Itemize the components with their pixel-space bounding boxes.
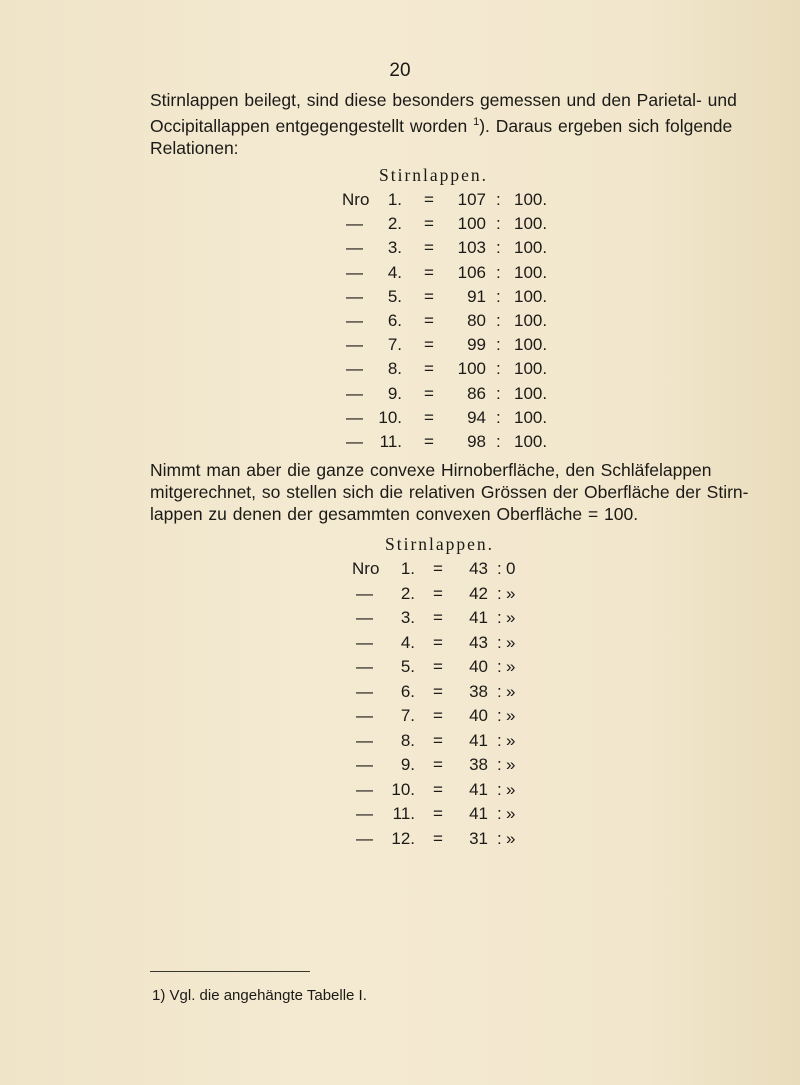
table2-cell-ref: »	[506, 608, 516, 627]
table1-cell-ref: 100.	[514, 383, 548, 403]
table2-cell-val: 41	[469, 779, 488, 799]
table-1-heading: Stirnlappen.	[379, 165, 489, 185]
table2-cell-val: 43	[469, 632, 488, 652]
table2-cell-ref: »	[506, 583, 516, 603]
table2-cell-sep: :	[497, 559, 502, 578]
table1-cell-prefix: Nro	[342, 190, 370, 209]
table2-cell-eq: =	[433, 730, 443, 750]
paragraph-1-line-2-tail: ). Daraus ergeben sich folgende	[479, 116, 733, 136]
paragraph-2	[150, 459, 749, 525]
table1-cell-ref: 100.	[514, 214, 548, 234]
table1-cell-prefix: —	[346, 286, 363, 306]
table1-cell-sep: :	[496, 407, 501, 427]
table1-cell-eq: =	[424, 238, 434, 258]
table2-cell-ref: »	[506, 804, 516, 823]
footnote	[152, 987, 367, 1004]
table1-row	[0, 359, 800, 383]
table2-cell-val: 43	[469, 559, 488, 578]
table2-cell-prefix: —	[356, 755, 373, 774]
page-number: 20	[389, 60, 411, 81]
table1-cell-num: 8.	[387, 359, 402, 379]
table1-cell-prefix: —	[346, 407, 363, 427]
table1-cell-eq: =	[424, 335, 434, 355]
table1-row	[0, 408, 800, 432]
table2-cell-num: 3.	[400, 608, 415, 627]
table2-cell-ref: »	[506, 681, 516, 701]
table1-cell-prefix: —	[346, 383, 363, 403]
table1-cell-val: 100	[457, 214, 486, 234]
table2-row	[0, 584, 800, 608]
table2-cell-val: 41	[469, 730, 488, 750]
table1-cell-num: 7.	[387, 335, 402, 355]
table2-row	[0, 780, 800, 804]
table1-row	[0, 263, 800, 287]
footnote-text: Vgl. die angehängte Tabelle I.	[169, 987, 367, 1004]
table1-row	[0, 335, 800, 359]
table1-cell-val: 98	[467, 432, 486, 451]
table1-cell-num: 2.	[387, 214, 402, 234]
table2-cell-num: 2.	[400, 583, 415, 603]
table2-cell-val: 42	[469, 583, 488, 603]
table2-cell-eq: =	[433, 779, 443, 799]
table1-row	[0, 311, 800, 335]
table2-cell-val: 31	[469, 828, 488, 848]
table1-cell-eq: =	[424, 407, 434, 427]
table1-cell-ref: 100.	[514, 190, 548, 209]
table1-cell-sep: :	[496, 262, 501, 282]
table1-cell-val: 106	[457, 262, 486, 282]
table1-cell-val: 99	[467, 335, 486, 355]
table1-cell-eq: =	[424, 286, 434, 306]
table2-cell-num: 8.	[400, 730, 415, 750]
table2-row	[0, 559, 800, 583]
table2-cell-prefix: —	[356, 632, 373, 652]
table2-cell-val: 41	[469, 608, 488, 627]
table1-cell-sep: :	[496, 238, 501, 258]
table1-cell-num: 9.	[387, 383, 402, 403]
table2-cell-eq: =	[433, 804, 443, 823]
table2-cell-sep: :	[497, 632, 502, 652]
table1-cell-num: 1.	[387, 190, 402, 209]
paragraph-1-line-3: Relationen:	[150, 138, 239, 158]
table2-row	[0, 682, 800, 706]
table2-cell-eq: =	[433, 706, 443, 725]
table1-cell-ref: 100.	[514, 359, 548, 379]
paragraph-2-line-1: Nimmt man aber die ganze convexe Hirnoberfläche, den Schläfelappen	[150, 460, 712, 480]
table2-cell-prefix: Nro	[352, 559, 380, 578]
paragraph-1-line-2	[150, 111, 733, 137]
table2-cell-eq: =	[433, 559, 443, 578]
table2-cell-num: 11.	[392, 804, 415, 823]
table1-cell-sep: :	[496, 335, 501, 355]
paragraph-1-line-2-text: Occipitallappen entgegengestellt worden	[150, 116, 468, 136]
table2-row	[0, 804, 800, 828]
table2-cell-prefix: —	[356, 828, 373, 848]
table2-cell-eq: =	[433, 681, 443, 701]
table2-row	[0, 731, 800, 755]
table1-cell-sep: :	[496, 214, 501, 234]
table1-cell-ref: 100.	[514, 286, 548, 306]
table2-cell-eq: =	[433, 632, 443, 652]
table2-cell-sep: :	[497, 657, 502, 676]
table1-cell-ref: 100.	[514, 407, 548, 427]
table2-cell-sep: :	[497, 583, 502, 603]
table2-cell-num: 1.	[400, 559, 415, 578]
table2-cell-prefix: —	[356, 657, 373, 676]
table2-row	[0, 633, 800, 657]
table2-cell-ref: »	[506, 657, 516, 676]
table1-cell-num: 6.	[387, 311, 402, 330]
table2-row	[0, 755, 800, 779]
table1-cell-eq: =	[424, 311, 434, 330]
table2-cell-num: 9.	[400, 755, 415, 774]
table2-cell-ref: »	[506, 828, 516, 848]
table1-row	[0, 214, 800, 238]
table1-row	[0, 238, 800, 262]
table2-cell-sep: :	[497, 828, 502, 848]
table1-cell-prefix: —	[346, 311, 363, 330]
table2-cell-num: 7.	[400, 706, 415, 725]
table2-cell-prefix: —	[356, 804, 373, 823]
table2-cell-eq: =	[433, 755, 443, 774]
footnote-marker: 1)	[152, 987, 166, 1004]
paragraph-2-line-2: mitgerechnet, so stellen sich die relativen Grössen der Oberfläche der Stirn-	[150, 482, 749, 502]
table1-cell-prefix: —	[346, 214, 363, 234]
footnote-reference: 1	[473, 116, 480, 128]
table2-cell-prefix: —	[356, 681, 373, 701]
table1-cell-eq: =	[424, 383, 434, 403]
table2-cell-eq: =	[433, 608, 443, 627]
table1-cell-num: 5.	[387, 286, 402, 306]
footnote-divider	[150, 971, 310, 972]
table1-cell-eq: =	[424, 214, 434, 234]
table1-row	[0, 190, 800, 214]
table2-cell-ref: »	[506, 730, 516, 750]
table1-cell-num: 4.	[387, 262, 402, 282]
table1-cell-prefix: —	[346, 359, 363, 379]
table2-cell-num: 6.	[400, 681, 415, 701]
table1-cell-val: 100	[457, 359, 486, 379]
table2-row	[0, 608, 800, 632]
table1-cell-num: 11.	[379, 432, 402, 451]
paragraph-2-line-3: lappen zu denen der gesammten convexen Oberfläche = 100.	[150, 504, 639, 524]
table2-cell-val: 38	[469, 755, 488, 774]
table1-cell-sep: :	[496, 190, 501, 209]
table1-cell-sep: :	[496, 383, 501, 403]
table2-cell-prefix: —	[356, 706, 373, 725]
table2-cell-sep: :	[497, 779, 502, 799]
table2-cell-ref: 0	[506, 559, 516, 578]
table1-cell-sep: :	[496, 432, 501, 451]
table2-cell-sep: :	[497, 681, 502, 701]
table2-cell-prefix: —	[356, 583, 373, 603]
table2-cell-num: 5.	[400, 657, 415, 676]
table2-cell-prefix: —	[356, 608, 373, 627]
table1-cell-eq: =	[424, 190, 434, 209]
table1-cell-num: 10.	[378, 407, 402, 427]
table2-cell-ref: »	[506, 779, 516, 799]
table2-cell-eq: =	[433, 828, 443, 848]
table2-cell-val: 40	[469, 657, 488, 676]
table1-cell-val: 86	[467, 383, 486, 403]
table1-cell-prefix: —	[346, 432, 363, 451]
table2-cell-ref: »	[506, 632, 516, 652]
table1-cell-ref: 100.	[514, 432, 548, 451]
table1-row	[0, 384, 800, 408]
table2-cell-ref: »	[506, 706, 516, 725]
table1-cell-prefix: —	[346, 335, 363, 355]
table2-row	[0, 829, 800, 853]
table2-cell-sep: :	[497, 706, 502, 725]
table2-cell-prefix: —	[356, 779, 373, 799]
table2-cell-num: 12.	[391, 828, 415, 848]
table2-row	[0, 657, 800, 681]
table1-row	[0, 432, 800, 456]
table1-cell-val: 107	[457, 190, 486, 209]
table2-cell-prefix: —	[356, 730, 373, 750]
table1-cell-num: 3.	[387, 238, 402, 258]
table1-cell-val: 103	[457, 238, 486, 258]
table2-cell-eq: =	[433, 657, 443, 676]
table1-cell-eq: =	[424, 432, 434, 451]
table2-cell-val: 40	[469, 706, 488, 725]
table2-cell-eq: =	[433, 583, 443, 603]
table2-cell-val: 38	[469, 681, 488, 701]
table1-cell-val: 80	[467, 311, 486, 330]
table2-row	[0, 706, 800, 730]
table2-cell-sep: :	[497, 804, 502, 823]
table1-cell-ref: 100.	[514, 335, 548, 355]
table1-cell-ref: 100.	[514, 262, 548, 282]
table1-cell-ref: 100.	[514, 311, 548, 330]
table2-cell-sep: :	[497, 608, 502, 627]
table1-cell-val: 91	[467, 286, 486, 306]
paragraph-1	[150, 89, 737, 159]
table1-cell-val: 94	[467, 407, 486, 427]
table1-cell-prefix: —	[346, 262, 363, 282]
table1-cell-prefix: —	[346, 238, 363, 258]
table1-cell-sep: :	[496, 286, 501, 306]
table2-cell-num: 4.	[400, 632, 415, 652]
table1-cell-eq: =	[424, 359, 434, 379]
table2-cell-num: 10.	[391, 779, 415, 799]
paragraph-1-line-1: Stirnlappen beilegt, sind diese besonders gemessen und den Parietal- und	[150, 90, 737, 110]
table2-cell-sep: :	[497, 730, 502, 750]
table1-row	[0, 287, 800, 311]
table1-cell-ref: 100.	[514, 238, 548, 258]
table2-cell-val: 41	[469, 804, 488, 823]
table1-cell-eq: =	[424, 262, 434, 282]
table2-cell-ref: »	[506, 755, 516, 774]
table2-cell-sep: :	[497, 755, 502, 774]
table-2-heading: Stirnlappen.	[385, 534, 495, 554]
table1-cell-sep: :	[496, 311, 501, 330]
table1-cell-sep: :	[496, 359, 501, 379]
